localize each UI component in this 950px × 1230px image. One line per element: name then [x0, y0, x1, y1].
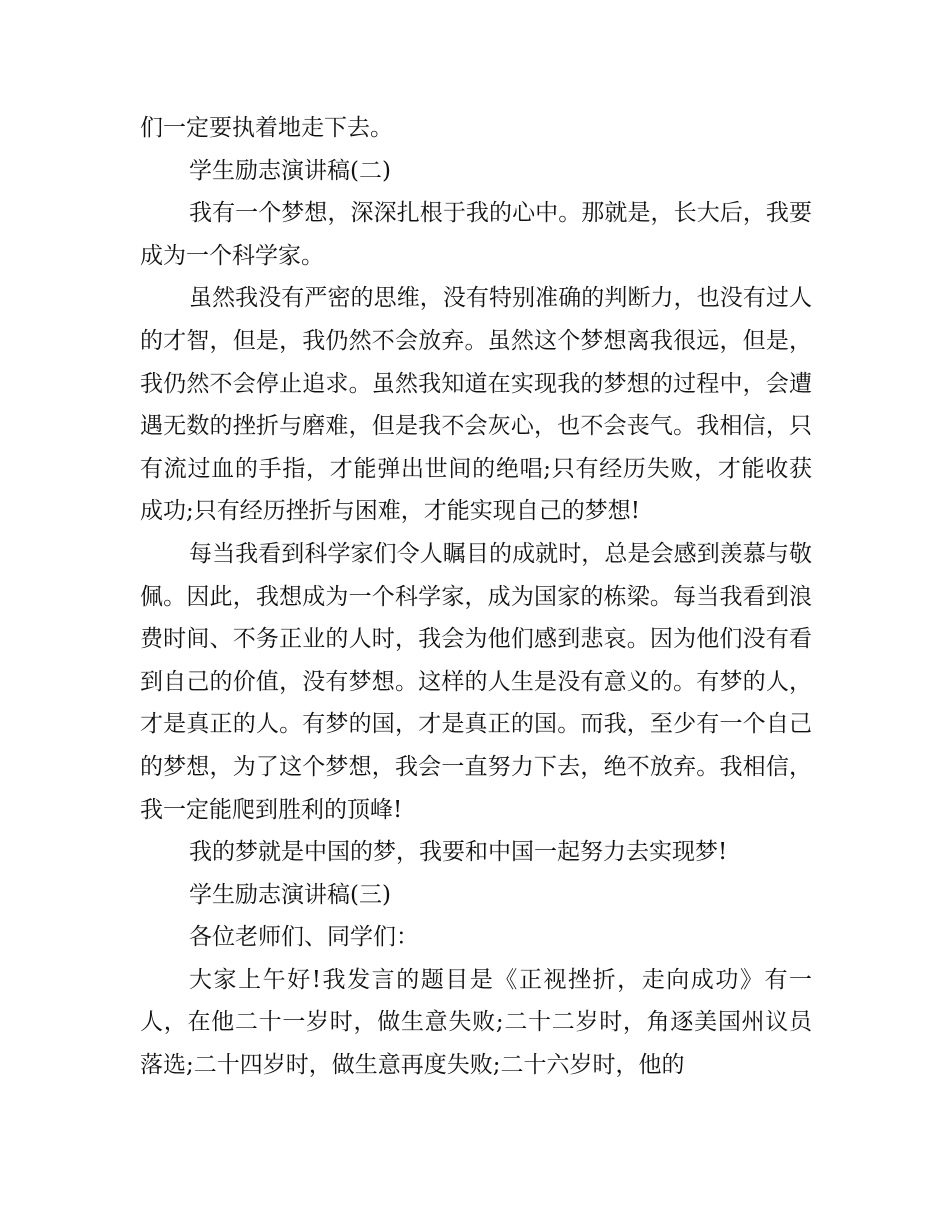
paragraph: 每当我看到科学家们令人瞩目的成就时，总是会感到羡慕与敬佩。因此，我想成为一个科学家，成为国家的栋梁。每当我看到浪费时间、不务正业的人时，我会为他们感到悲哀。因为他们没有看到自己的价值，没有梦想。这样的人生是没有意义的。有梦的人，才是真正的人。有梦的国，才是真正的国。而我，至少有一个自己的梦想，为了这个梦想，我会一直努力下去，绝不放弃。我相信，我一定能爬到胜利的顶峰!	[140, 540, 812, 823]
paragraph: 我的梦就是中国的梦，我要和中国一起努力去实现梦!	[189, 839, 728, 866]
section-heading-2: 学生励志演讲稿(二)	[189, 157, 391, 184]
salutation: 各位老师们、同学们：	[189, 924, 419, 951]
paragraph: 虽然我没有严密的思维，没有特别准确的判断力，也没有过人的才智，但是，我仍然不会放弃。虽然这个梦想离我很远，但是，我仍然不会停止追求。虽然我知道在实现我的梦想的过程中，会遭遇无数的挫折与磨难，但是我不会灰心，也不会丧气。我相信，只有流过血的手指，才能弹出世间的绝唱;只有经历失败，才能收获成功;只有经历挫折与困难，才能实现自己的梦想!	[140, 285, 812, 525]
section-heading-3: 学生励志演讲稿(三)	[189, 881, 391, 908]
paragraph: 我有一个梦想，深深扎根于我的心中。那就是，长大后，我要成为一个科学家。	[140, 200, 812, 269]
paragraph-continuation: 们一定要执着地走下去。	[140, 115, 393, 141]
document-body	[140, 107, 812, 1087]
paragraph: 大家上午好!我发言的题目是《正视挫折，走向成功》有一人，在他二十一岁时，做生意失败;二十二岁时，角逐美国州议员落选;二十四岁时，做生意再度失败;二十六岁时，他的	[140, 966, 812, 1079]
